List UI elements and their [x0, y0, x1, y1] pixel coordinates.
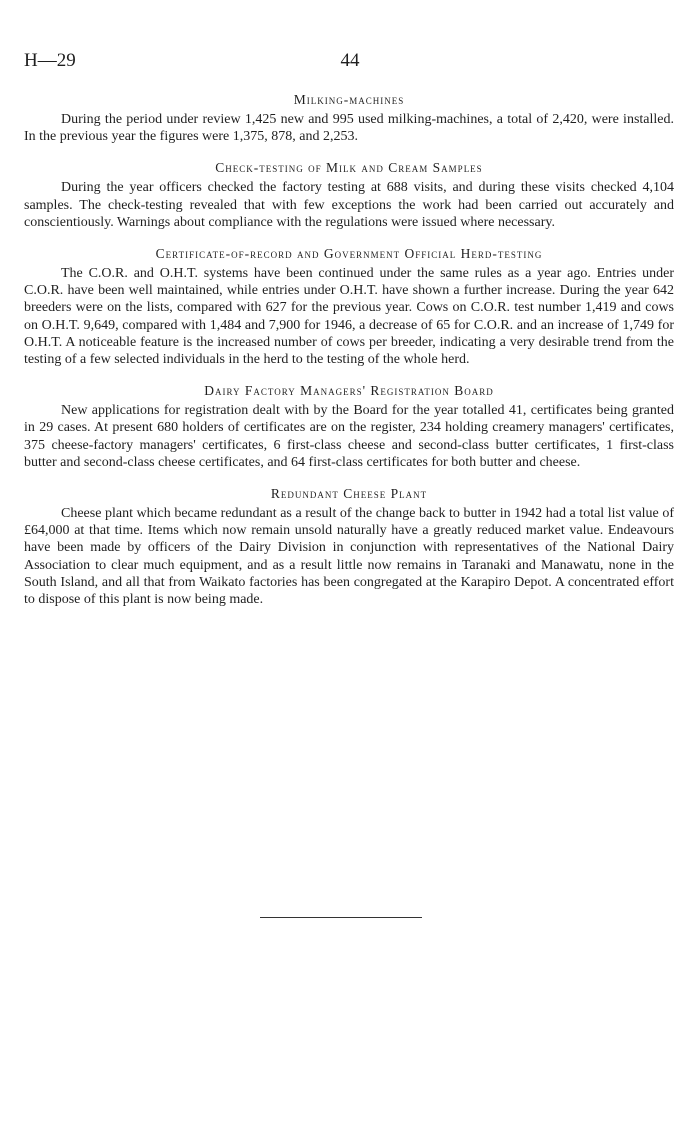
section-check-testing: [24, 160, 674, 231]
section-heading: Dairy Factory Managers' Registration Board: [204, 383, 494, 399]
section-paragraph: The C.O.R. and O.H.T. systems have been continued under the same rules as a year ago. Entries under C.O.R. have been well maintained, while entries under O.H.T. have shown a further increase. During the year 642 breeders were on the lists, compared with 627 for the previous year. Cows on C.O.R. test number 1,419 and cows on O.H.T. 9,649, compared with 1,484 and 7,900 for 1946, a decrease of 65 for C.O.R. and an increase of 1,749 for O.H.T. A noticeable feature is the increased number of cows per breeder, indicating a very desirable trend from the testing of a few selected individuals in the herd to the testing of the whole herd.: [24, 266, 674, 368]
section-paragraph: During the year officers checked the factory testing at 688 visits, and during these visits checked 4,104 samples. The check-testing revealed that with few exceptions the work had been carried out accurately and conscientiously. Warnings about compliance with the regulations were issued where necessary.: [24, 180, 674, 230]
page-body: [24, 92, 674, 623]
section-paragraph: Cheese plant which became redundant as a result of the change back to butter in 1942 had a total list value of £64,000 at that time. Items which now remain unsold naturally have a greatly reduced market value. Endeavours have been made by officers of the Dairy Division in conjunction with representatives of the National Dairy Association to clear much equipment, and as a result little now remains in Taranaki and Manawatu, none in the South Island, and all that from Waikato factories has been congregated at the Karapiro Depot. A concentrated effort to dispose of this plant is now being made.: [24, 506, 674, 608]
section-registration-board: [24, 383, 674, 471]
section-milking-machines: [24, 92, 674, 145]
section-redundant-cheese-plant: [24, 486, 674, 608]
closing-rule: [260, 917, 422, 918]
section-heading: Milking-machines: [293, 92, 405, 107]
section-paragraph: During the period under review 1,425 new and 995 used milking-machines, a total of 2,420, were installed. In the previous year the figures were 1,375, 878, and 2,253.: [24, 112, 674, 145]
page-number: 44: [340, 50, 360, 71]
section-herd-testing: [24, 246, 674, 368]
section-heading: Redundant Cheese Plant: [270, 486, 428, 502]
section-paragraph: New applications for registration dealt with by the Board for the year totalled 41, certificates being granted in 29 cases. At present 680 holders of certificates are on the register, 234 holding creamery managers' certificates, 375 cheese-factory managers' certificates, 6 first-class cheese and second-class butter certificates, 1 first-class butter and second-class cheese certificates, and 64 first-class certificates for both butter and cheese.: [24, 403, 674, 470]
section-heading: Certificate-of-record and Government Official Herd-testing: [155, 246, 543, 262]
page-header: [24, 50, 676, 74]
document-reference: H—29: [24, 50, 76, 71]
section-heading: Check-testing of Milk and Cream Samples: [215, 160, 483, 176]
